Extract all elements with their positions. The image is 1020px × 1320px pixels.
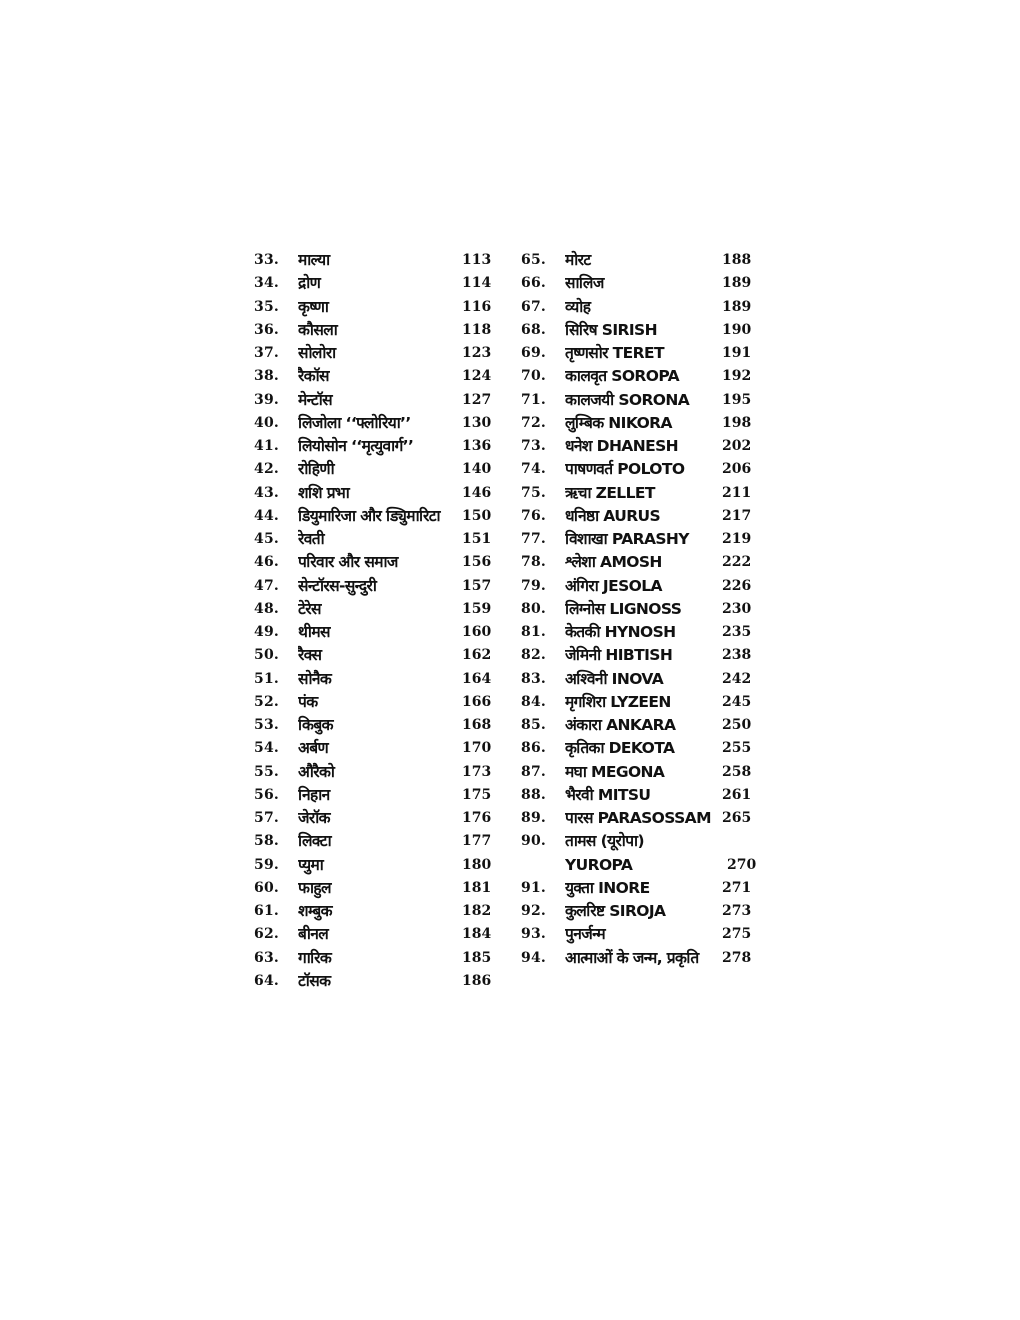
toc-entry-number: 76.	[521, 507, 546, 524]
toc-entry-title: कृष्णा	[298, 297, 329, 316]
toc-entry	[521, 342, 756, 365]
toc-entry-page-number: 188	[722, 252, 752, 268]
toc-entry-page-number: 164	[462, 670, 492, 687]
toc-entry-page-number: 189	[722, 275, 752, 292]
toc-entry-number: 40.	[254, 414, 279, 431]
toc-entry-title: पुनर्जन्म	[565, 925, 606, 944]
toc-entry-page-number: 185	[462, 949, 492, 966]
toc-entry	[521, 644, 756, 667]
toc-entry-title: कौसला	[298, 320, 338, 339]
toc-entry	[521, 807, 756, 830]
toc-entry-title: लियोसोन ‘‘मृत्युवार्ग’’	[298, 437, 414, 455]
toc-entry-number: 49.	[254, 624, 279, 640]
toc-entry-page-number: 190	[722, 321, 752, 338]
toc-entry-number: 45.	[254, 531, 279, 547]
toc-entry-page-number: 245	[722, 693, 752, 710]
toc-entry-title: सिरिष SIRISH	[565, 320, 657, 339]
toc-entry-title: आत्माओं के जन्म, प्रकृति	[565, 948, 699, 967]
toc-entry-title: मृगशिरा LYZEEN	[565, 692, 671, 711]
toc-entry-page-number: 159	[462, 600, 492, 617]
toc-entry-number: 56.	[254, 786, 279, 803]
toc-entry-page-number: 192	[722, 368, 752, 385]
toc-entry	[254, 249, 490, 272]
toc-entry-page-number: 211	[722, 484, 752, 501]
toc-entry	[521, 249, 756, 272]
toc-entry-number: 84.	[521, 693, 546, 710]
toc-entry-number: 67.	[521, 298, 546, 315]
toc-entry-number: 44.	[254, 507, 279, 524]
toc-entry-number: 52.	[254, 693, 279, 710]
toc-entry-title: परिवार और समाज	[298, 553, 398, 572]
toc-entry-number: 39.	[254, 391, 279, 408]
toc-entry-number: 65.	[521, 252, 546, 268]
toc-entry-page-number: 217	[722, 507, 752, 524]
toc-entry-page-number: 175	[462, 786, 492, 803]
toc-entry-number: 89.	[521, 810, 546, 826]
toc-entry-number: 60.	[254, 879, 279, 896]
toc-entry-page-number: 230	[722, 600, 752, 617]
toc-entry-number: 63.	[254, 949, 279, 966]
toc-entry-number: 93.	[521, 926, 546, 943]
toc-entry-number: 75.	[521, 484, 546, 501]
toc-entry-title: किबुक	[298, 716, 333, 734]
toc-entry-title: धनिष्ठा AURUS	[565, 506, 661, 525]
toc-entry	[521, 830, 756, 853]
toc-entry-page-number: 278	[722, 949, 752, 966]
toc-entry-title: लिग्नोस LIGNOSS	[565, 599, 682, 618]
toc-entry-page-number: 186	[462, 972, 492, 989]
toc-entry	[254, 668, 490, 691]
toc-entry	[254, 319, 490, 342]
toc-entry-number: 70.	[521, 368, 546, 385]
toc-entry-title: सालिज	[565, 274, 604, 293]
toc-entry-title: YUROPA	[565, 855, 633, 874]
toc-entry-page-number: 180	[462, 856, 492, 873]
toc-entry-number: 41.	[254, 438, 279, 454]
toc-entry	[521, 412, 756, 435]
toc-entry-page-number: 270	[727, 856, 757, 873]
toc-entry-page-number: 124	[462, 368, 492, 385]
toc-entry-title: रोहिणी	[298, 460, 335, 479]
toc-entry-number: 69.	[521, 345, 546, 361]
toc-entry-number: 87.	[521, 763, 546, 780]
toc-entry	[254, 947, 490, 970]
toc-entry	[521, 319, 756, 342]
toc-column-left	[254, 249, 490, 993]
toc-entry	[521, 761, 756, 784]
toc-entry-title: भैरवी MITSU	[565, 785, 651, 804]
toc-entry	[254, 761, 490, 784]
toc-entry-page-number: 146	[462, 484, 492, 501]
toc-entry	[521, 435, 756, 458]
toc-entry-number: 62.	[254, 926, 279, 943]
toc-entry-title: डियुमारिजा और ड्यिुमारिटा	[298, 506, 440, 525]
toc-entry-number: 36.	[254, 321, 279, 338]
toc-entry-page-number: 255	[722, 740, 752, 757]
toc-entry	[254, 412, 490, 435]
toc-entry-number: 59.	[254, 856, 279, 873]
toc-entry-title: रेवती	[298, 530, 325, 548]
toc-entry-page-number: 150	[462, 507, 492, 524]
toc-entry-title: सेन्टॉरस-सुन्दुरी	[298, 576, 377, 595]
toc-entry-title: अर्बण	[298, 739, 329, 758]
toc-entry	[254, 714, 490, 737]
toc-entry-page-number: 271	[722, 879, 752, 896]
toc-entry-page-number: 191	[722, 345, 752, 361]
toc-entry-number: 71.	[521, 391, 546, 408]
toc-entry-number: 94.	[521, 949, 546, 966]
toc-entry-page-number: 202	[722, 438, 752, 454]
toc-entry-page-number: 113	[462, 252, 492, 268]
toc-entry-title: लिक्टा	[298, 832, 331, 851]
toc-entry-title: शम्बुक	[298, 902, 332, 920]
toc-entry-page-number: 114	[462, 275, 492, 292]
toc-entry-page-number: 181	[462, 879, 492, 896]
toc-entry	[521, 272, 756, 295]
toc-entry-number: 64.	[254, 972, 279, 989]
toc-entry-title: पाषणवर्त POLOTO	[565, 460, 685, 479]
toc-entry-page-number: 265	[722, 810, 752, 826]
toc-entry-number: 48.	[254, 600, 279, 617]
toc-entry-number: 42.	[254, 461, 279, 478]
toc-entry-title: जेरॉक	[298, 809, 330, 827]
toc-entry	[521, 668, 756, 691]
toc-entry-title: थीमस	[298, 623, 330, 641]
toc-entry	[254, 435, 490, 458]
toc-entry-number: 54.	[254, 740, 279, 757]
toc-entry-page-number: 184	[462, 926, 492, 943]
toc-column-right	[521, 249, 756, 970]
toc-entry-page-number: 177	[462, 833, 492, 850]
toc-entry-title: मघा MEGONA	[565, 762, 665, 781]
toc-entry	[254, 551, 490, 574]
toc-entry	[521, 365, 756, 388]
toc-entry-page-number: 168	[462, 717, 492, 733]
toc-entry-page-number: 189	[722, 298, 752, 315]
toc-entry-number: 50.	[254, 647, 279, 664]
toc-entry	[521, 598, 756, 621]
toc-entry-title: बीनल	[298, 925, 329, 944]
toc-entry-number: 86.	[521, 740, 546, 757]
toc-entry-title: प्युमा	[298, 855, 324, 874]
toc-entry	[254, 854, 490, 877]
toc-entry-title: अंकारा ANKARA	[565, 716, 676, 734]
toc-entry-title: जेमिनी HIBTISH	[565, 646, 673, 665]
toc-entry-number: 92.	[521, 903, 546, 919]
toc-entry-title: निहान	[298, 785, 330, 804]
toc-entry-page-number: 151	[462, 531, 492, 547]
toc-entry-number: 82.	[521, 647, 546, 664]
toc-entry	[254, 784, 490, 807]
toc-entry-page-number: 136	[462, 438, 492, 454]
toc-entry-number: 46.	[254, 554, 279, 571]
toc-entry-title: माल्या	[298, 251, 330, 269]
toc-entry	[254, 528, 490, 551]
toc-entry-number: 85.	[521, 717, 546, 733]
toc-entry-page-number: 156	[462, 554, 492, 571]
toc-entry-title: तामस (यूरोपा)	[565, 832, 644, 851]
toc-entry-page-number: 160	[462, 624, 492, 640]
toc-entry	[254, 900, 490, 923]
toc-entry-title: तृष्णसोर TERET	[565, 344, 664, 362]
toc-entry-page-number: 235	[722, 624, 752, 640]
toc-entry-page-number: 140	[462, 461, 492, 478]
toc-entry	[521, 482, 756, 505]
toc-entry-title: रैक्स	[298, 646, 322, 665]
toc-entry-page-number: 130	[462, 414, 492, 431]
toc-entry	[254, 691, 490, 714]
toc-entry-title: अश्विनी INOVA	[565, 669, 664, 688]
toc-entry-number: 37.	[254, 345, 279, 361]
toc-entry-page-number: 162	[462, 647, 492, 664]
toc-entry-title: ऋचा ZELLET	[565, 483, 655, 502]
toc-entry	[254, 389, 490, 412]
toc-entry-number: 90.	[521, 833, 546, 850]
toc-entry-title: मेन्टॉस	[298, 390, 333, 409]
toc-entry-page-number: 261	[722, 786, 752, 803]
toc-entry	[254, 621, 490, 644]
toc-entry	[521, 296, 756, 319]
toc-entry-page-number: 222	[722, 554, 752, 571]
toc-entry-title: टेरेस	[298, 599, 321, 618]
toc-entry	[254, 505, 490, 528]
toc-entry-title: कालवृत SOROPA	[565, 367, 680, 386]
toc-entry-title: औरैको	[298, 762, 335, 781]
toc-entry	[254, 807, 490, 830]
toc-entry-number: 53.	[254, 717, 279, 733]
toc-entry	[254, 342, 490, 365]
toc-entry-title: सोलोरा	[298, 344, 336, 362]
toc-entry-number: 74.	[521, 461, 546, 478]
toc-entry-page-number: 157	[462, 577, 492, 594]
toc-entry	[254, 482, 490, 505]
toc-entry-title: पारस PARASOSSAM	[565, 809, 711, 827]
toc-entry-title: श्लेशा AMOSH	[565, 553, 662, 572]
toc-entry-number: 33.	[254, 252, 279, 268]
toc-entry	[521, 575, 756, 598]
toc-entry	[521, 528, 756, 551]
toc-entry	[254, 296, 490, 319]
toc-entry	[521, 505, 756, 528]
toc-entry-number: 79.	[521, 577, 546, 594]
toc-entry-number: 51.	[254, 670, 279, 687]
toc-entry	[254, 970, 490, 993]
toc-entry	[521, 714, 756, 737]
toc-entry-number: 34.	[254, 275, 279, 292]
toc-entry	[521, 621, 756, 644]
toc-entry-title: केतकी HYNOSH	[565, 623, 676, 641]
toc-entry-title: टॉसक	[298, 971, 331, 990]
toc-entry-number: 91.	[521, 879, 546, 896]
toc-entry-page-number: 219	[722, 531, 752, 547]
toc-entry-number: 35.	[254, 298, 279, 315]
toc-entry-title: मोरट	[565, 251, 591, 269]
toc-entry-page-number: 238	[722, 647, 752, 664]
toc-entry	[254, 598, 490, 621]
toc-entry	[521, 737, 756, 760]
toc-entry-page-number: 206	[722, 461, 752, 478]
toc-entry-number: 68.	[521, 321, 546, 338]
toc-entry-title: कृतिका DEKOTA	[565, 739, 675, 758]
toc-entry	[254, 458, 490, 481]
toc-entry-number: 88.	[521, 786, 546, 803]
toc-entry	[521, 877, 756, 900]
toc-entry	[254, 644, 490, 667]
toc-entry	[254, 575, 490, 598]
toc-entry	[254, 272, 490, 295]
toc-entry-page-number: 166	[462, 693, 492, 710]
toc-entry	[521, 923, 756, 946]
toc-entry	[521, 389, 756, 412]
toc-entry	[254, 737, 490, 760]
toc-entry-page-number: 170	[462, 740, 492, 757]
toc-entry-title: सोनैक	[298, 669, 332, 688]
toc-entry-number: 47.	[254, 577, 279, 594]
toc-entry-title: कुलरिष्ट SIROJA	[565, 902, 666, 920]
toc-entry-title: द्रोण	[298, 274, 321, 293]
toc-entry-page-number: 182	[462, 903, 492, 919]
toc-entry-title: लुम्बिक NIKORA	[565, 413, 672, 432]
toc-entry-number: 83.	[521, 670, 546, 687]
toc-entry-page-number: 250	[722, 717, 752, 733]
toc-entry	[521, 947, 756, 970]
toc-entry-number: 58.	[254, 833, 279, 850]
toc-entry	[254, 877, 490, 900]
toc-entry-page-number: 198	[722, 414, 752, 431]
toc-entry-page-number: 127	[462, 391, 492, 408]
toc-entry-page-number: 275	[722, 926, 752, 943]
toc-entry-number: 77.	[521, 531, 546, 547]
toc-entry	[521, 900, 756, 923]
toc-entry-page-number: 123	[462, 345, 492, 361]
toc-entry	[254, 923, 490, 946]
toc-entry	[254, 365, 490, 388]
toc-entry-number: 38.	[254, 368, 279, 385]
toc-entry-title: रैकॉस	[298, 367, 329, 386]
toc-entry-page-number: 242	[722, 670, 752, 687]
toc-entry-number: 66.	[521, 275, 546, 292]
toc-entry-page-number: 116	[462, 298, 492, 315]
toc-entry-number: 61.	[254, 903, 279, 919]
toc-entry-title: पंक	[298, 692, 318, 711]
toc-entry	[521, 854, 756, 877]
toc-entry-number: 55.	[254, 763, 279, 780]
toc-entry-page-number: 258	[722, 763, 752, 780]
toc-entry	[521, 784, 756, 807]
toc-entry-number: 43.	[254, 484, 279, 501]
toc-entry-title: लिजोला ‘‘फ्लोरिया’’	[298, 413, 411, 432]
toc-entry-page-number: 195	[722, 391, 752, 408]
toc-entry-page-number: 173	[462, 763, 492, 780]
toc-entry	[521, 458, 756, 481]
toc-entry-number: 80.	[521, 600, 546, 617]
toc-entry-page-number: 176	[462, 810, 492, 826]
toc-entry-title: युक्ता INORE	[565, 878, 650, 897]
toc-entry-number: 78.	[521, 554, 546, 571]
toc-entry-title: फाहुल	[298, 878, 331, 897]
toc-entry-page-number: 118	[462, 321, 492, 338]
toc-entry-title: विशाखा PARASHY	[565, 530, 689, 548]
toc-entry-title: धनेश DHANESH	[565, 437, 679, 455]
toc-entry-title: शशि प्रभा	[298, 483, 350, 502]
toc-entry-page-number: 273	[722, 903, 752, 919]
toc-entry-title: अंगिरा JESOLA	[565, 576, 662, 595]
toc-entry-number: 72.	[521, 414, 546, 431]
toc-entry-title: गारिक	[298, 948, 332, 967]
toc-entry-number: 81.	[521, 624, 546, 640]
toc-entry-title: व्योह	[565, 297, 591, 316]
toc-entry	[254, 830, 490, 853]
toc-entry-page-number: 226	[722, 577, 752, 594]
toc-entry-number: 73.	[521, 438, 546, 454]
toc-entry	[521, 551, 756, 574]
toc-entry-title: कालजयी SORONA	[565, 390, 690, 409]
toc-entry	[521, 691, 756, 714]
toc-entry-number: 57.	[254, 810, 279, 826]
